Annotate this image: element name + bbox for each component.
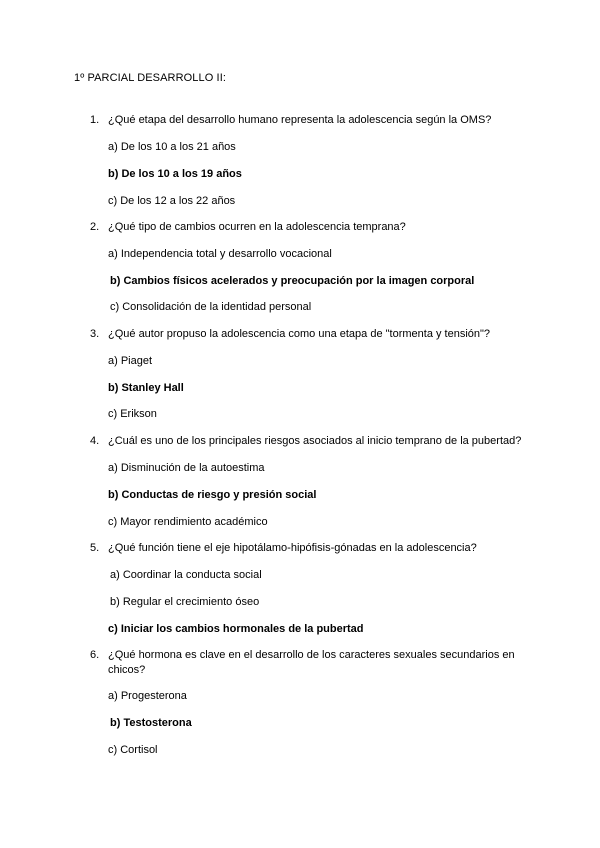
question-4 xyxy=(90,434,530,449)
question-text: ¿Qué etapa del desarrollo humano representa la adolescencia según la OMS? xyxy=(108,114,492,126)
question-5 xyxy=(90,541,530,556)
question-2 xyxy=(90,220,530,235)
question-2-option-b: b) Cambios físicos acelerados y preocupación por la imagen corporal xyxy=(110,275,475,287)
question-number: 4. xyxy=(90,435,100,447)
question-text: ¿Qué tipo de cambios ocurren en la adolescencia temprana? xyxy=(108,221,406,233)
question-5-option-a: a) Coordinar la conducta social xyxy=(110,569,262,581)
question-number: 3. xyxy=(90,328,100,340)
question-6-option-c: c) Cortisol xyxy=(108,744,158,756)
question-3 xyxy=(90,327,530,342)
document-title: 1º PARCIAL DESARROLLO II: xyxy=(74,72,227,84)
question-3-option-a: a) Piaget xyxy=(108,355,153,367)
question-text: ¿Qué hormona es clave en el desarrollo de los caracteres sexuales secundarios en chicos? xyxy=(108,649,515,676)
question-1 xyxy=(90,113,530,128)
question-3-option-c: c) Erikson xyxy=(108,408,157,420)
question-number: 5. xyxy=(90,542,100,554)
question-2-option-c: c) Consolidación de la identidad personal xyxy=(110,301,312,313)
question-4-option-a: a) Disminución de la autoestima xyxy=(108,462,265,474)
question-1-option-c: c) De los 12 a los 22 años xyxy=(108,195,236,207)
question-text: ¿Qué autor propuso la adolescencia como una etapa de "tormenta y tensión"? xyxy=(108,328,491,340)
question-3-option-b: b) Stanley Hall xyxy=(108,382,184,394)
question-number: 1. xyxy=(90,114,100,126)
question-6-option-b: b) Testosterona xyxy=(110,717,192,729)
question-6 xyxy=(90,648,530,678)
question-5-option-c: c) Iniciar los cambios hormonales de la pubertad xyxy=(108,623,364,635)
question-2-option-a: a) Independencia total y desarrollo vocacional xyxy=(108,248,332,260)
question-4-option-b: b) Conductas de riesgo y presión social xyxy=(108,489,317,501)
question-5-option-b: b) Regular el crecimiento óseo xyxy=(110,596,260,608)
question-text: ¿Cuál es uno de los principales riesgos asociados al inicio temprano de la pubertad? xyxy=(108,435,522,447)
question-1-option-a: a) De los 10 a los 21 años xyxy=(108,141,236,153)
question-number: 2. xyxy=(90,221,100,233)
question-1-option-b: b) De los 10 a los 19 años xyxy=(108,168,242,180)
question-number: 6. xyxy=(90,649,100,661)
question-6-option-a: a) Progesterona xyxy=(108,690,187,702)
question-4-option-c: c) Mayor rendimiento académico xyxy=(108,516,268,528)
question-text: ¿Qué función tiene el eje hipotálamo-hipófisis-gónadas en la adolescencia? xyxy=(108,542,477,554)
